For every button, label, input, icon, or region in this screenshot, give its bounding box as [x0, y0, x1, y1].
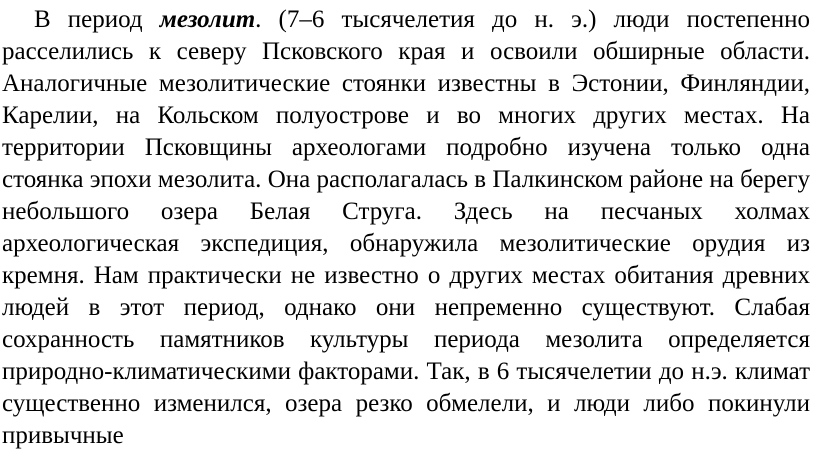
paragraph-lead: В период	[34, 6, 160, 33]
term-mesolithic: мезолит	[159, 6, 256, 33]
paragraph	[2, 4, 810, 452]
document-body	[2, 4, 810, 452]
paragraph-text: . (7–6 тысячелетия до н. э.) люди постепенно расселились к северу Псковского края и освоили обширные области. Аналогичные мезолитические стоянки известны в Эстонии, Финляндии, Карелии, на Кольском полуострове и во многих других местах. На территории Псковщины археологами подробно изучена только одна стоянка эпохи мезолита. Она располагалась в Палкинском районе на берегу небольшого озера Белая Струга. Здесь на песчаных холмах археологическая экспедиция, обнаружила мезолитические орудия из кремня. Нам практически не известно о других местах обитания древних людей в этот период, однако они непременно существуют. Слабая сохранность памятников культуры периода мезолита определяется природно-климатическими факторами. Так, в 6 тысячелетии до н.э. климат существенно изменился, озера резко обмелели, и люди либо покинули привычные	[2, 6, 810, 449]
